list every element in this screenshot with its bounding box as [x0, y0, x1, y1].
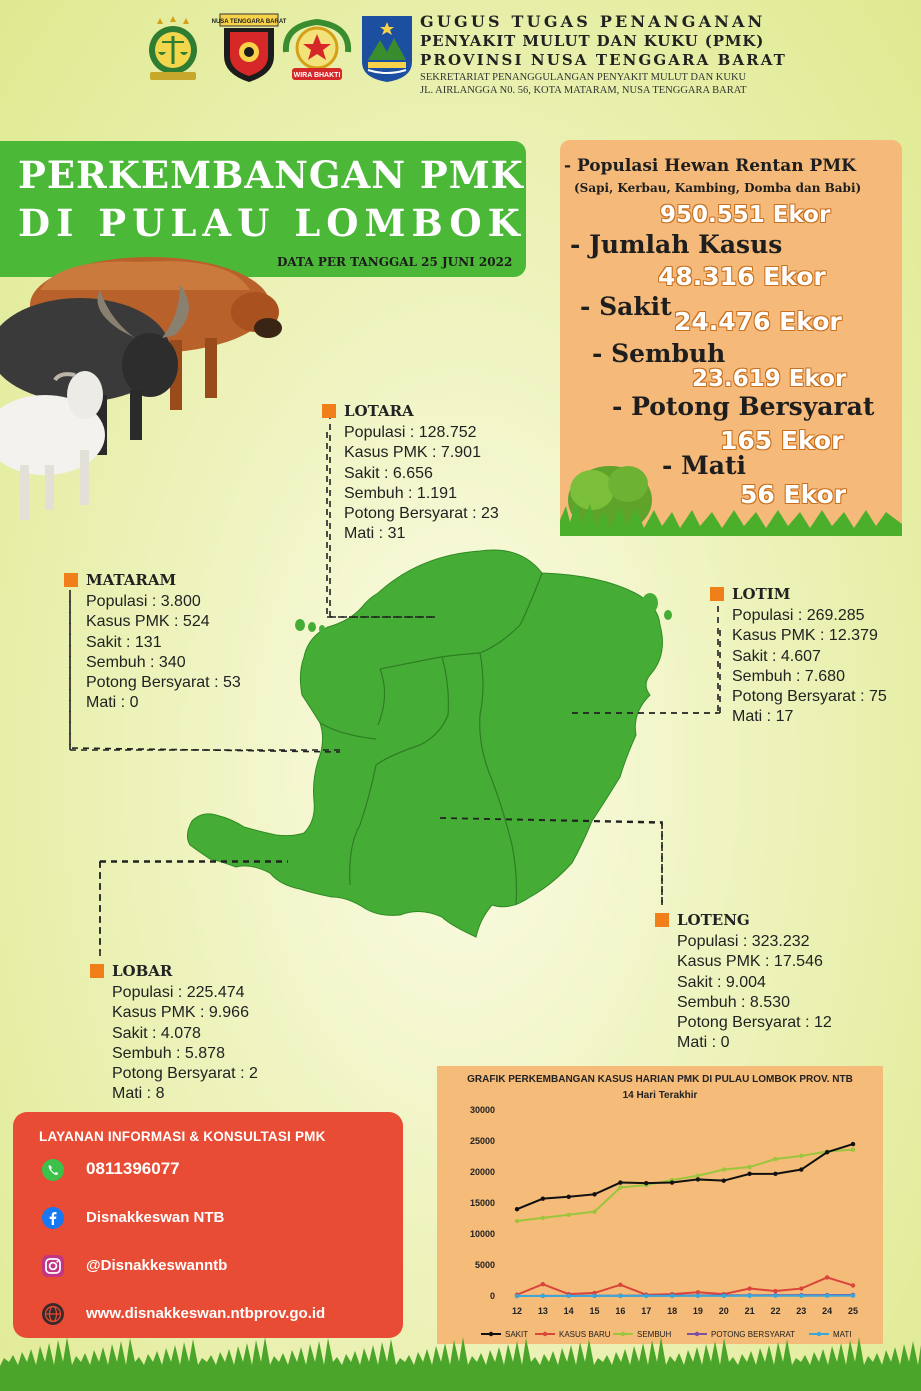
data-point	[618, 1294, 622, 1298]
populasi: Populasi : 323.232	[677, 933, 810, 950]
page-title-line1: PERKEMBANGAN PMK	[18, 153, 524, 197]
logo-text-ntb: NUSA TENGGARA BARAT	[211, 19, 287, 25]
region-marker	[322, 404, 336, 418]
x-tick-label: 21	[744, 1306, 755, 1316]
data-point	[592, 1209, 596, 1213]
data-point	[696, 1294, 700, 1298]
y-tick-label: 25000	[469, 1136, 495, 1146]
region-marker	[710, 587, 724, 601]
data-point	[644, 1294, 648, 1298]
populasi: Populasi : 269.285	[732, 607, 865, 624]
sakit: Sakit : 4.078	[112, 1024, 201, 1042]
sembuh: Sembuh : 7.680	[732, 667, 845, 685]
x-tick-label: 25	[847, 1306, 859, 1316]
x-tick-label: 13	[537, 1306, 548, 1316]
whatsapp-icon	[41, 1158, 65, 1182]
data-point	[670, 1180, 674, 1184]
series-line-sakit	[517, 1144, 853, 1209]
data-point	[722, 1178, 726, 1182]
region-name: LOTARA	[344, 402, 414, 420]
org-title-line2: PENYAKIT MULUT DAN KUKU (PMK)	[420, 32, 765, 50]
daily-cases-chart	[437, 1066, 883, 1344]
x-tick-label: 15	[589, 1306, 600, 1316]
y-tick-label: 0	[489, 1291, 495, 1301]
x-tick-label: 23	[796, 1306, 807, 1316]
mati-label: - Mati	[662, 451, 746, 480]
sembuh: Sembuh : 340	[86, 653, 186, 671]
kasus-pmk: Kasus PMK : 12.379	[732, 627, 878, 645]
jumlah-kasus-value: 48.316 Ekor	[658, 262, 826, 291]
instagram-icon	[41, 1254, 65, 1278]
data-point	[592, 1294, 596, 1298]
x-tick-label: 17	[641, 1306, 652, 1316]
x-tick-label: 12	[511, 1306, 523, 1316]
data-point	[747, 1165, 751, 1169]
data-point	[851, 1147, 855, 1151]
populasi-value: 950.551 Ekor	[660, 202, 831, 228]
jumlah-kasus-label: - Jumlah Kasus	[570, 230, 783, 259]
mati: Mati : 0	[677, 1034, 730, 1052]
data-point	[773, 1294, 777, 1298]
region-marker	[655, 913, 669, 927]
region-marker	[64, 573, 78, 587]
kasus-pmk: Kasus PMK : 9.966	[112, 1004, 249, 1022]
data-point	[851, 1142, 855, 1146]
y-tick-label: 5000	[474, 1260, 495, 1270]
org-address: JL. AIRLANGGA N0. 56, KOTA MATARAM, NUSA TENGGARA BARAT	[420, 85, 747, 96]
x-tick-label: 24	[822, 1306, 833, 1316]
page-title-line2: DI PULAU LOMBOK	[18, 201, 526, 245]
data-point	[515, 1219, 519, 1223]
legend-label: SAKIT	[505, 1330, 529, 1339]
sembuh-value: 23.619 Ekor	[692, 366, 847, 392]
data-point	[825, 1293, 829, 1297]
potong-bersyarat: Potong Bersyarat : 12	[677, 1014, 832, 1032]
data-point	[851, 1283, 855, 1287]
x-tick-label: 18	[667, 1306, 678, 1316]
region-name: LOTIM	[732, 585, 791, 603]
facebook-handle[interactable]: Disnakkeswan NTB	[86, 1209, 225, 1226]
region-name: MATARAM	[86, 571, 177, 589]
populasi-sublabel: (Sapi, Kerbau, Kambing, Domba dan Babi)	[574, 181, 862, 195]
data-point	[799, 1167, 803, 1171]
sembuh: Sembuh : 8.530	[677, 993, 790, 1011]
sembuh: Sembuh : 5.878	[112, 1044, 225, 1062]
contact-box	[13, 1112, 403, 1338]
chart-subtitle: 14 Hari Terakhir	[622, 1090, 698, 1101]
sembuh-label: - Sembuh	[592, 339, 726, 368]
legend-label: MATI	[833, 1330, 852, 1339]
data-point	[773, 1172, 777, 1176]
data-point	[541, 1196, 545, 1200]
potong-bersyarat-label: - Potong Bersyarat	[612, 392, 875, 421]
data-point	[541, 1294, 545, 1298]
x-tick-label: 19	[692, 1306, 703, 1316]
data-point	[825, 1150, 829, 1154]
mati: Mati : 0	[86, 694, 139, 712]
populasi-label: - Populasi Hewan Rentan PMK	[564, 156, 856, 176]
sakit-value: 24.476 Ekor	[674, 307, 842, 336]
data-point	[825, 1275, 829, 1279]
instagram-handle[interactable]: @Disnakkeswanntb	[86, 1257, 228, 1274]
series-line-sembuh	[517, 1150, 853, 1221]
data-point	[566, 1213, 570, 1217]
data-point	[799, 1286, 803, 1290]
data-point	[541, 1216, 545, 1220]
kasus-pmk: Kasus PMK : 524	[86, 613, 210, 631]
grass-footer	[0, 1336, 921, 1391]
region-name: LOBAR	[112, 962, 173, 980]
data-point	[722, 1294, 726, 1298]
phone-number[interactable]: 0811396077	[86, 1159, 180, 1178]
data-point	[644, 1181, 648, 1185]
legend-label: SEMBUH	[637, 1330, 672, 1339]
org-title-line3: PROVINSI NUSA TENGGARA BARAT	[420, 51, 787, 69]
y-tick-label: 30000	[469, 1105, 495, 1115]
x-tick-label: 16	[615, 1306, 626, 1316]
sakit: Sakit : 131	[86, 633, 162, 651]
data-point	[541, 1282, 545, 1286]
kasus-pmk: Kasus PMK : 7.901	[344, 444, 481, 462]
legend-label: POTONG BERSYARAT	[711, 1330, 796, 1339]
data-point	[799, 1294, 803, 1298]
website-url[interactable]: www.disnakkeswan.ntbprov.go.id	[86, 1305, 326, 1322]
data-point	[618, 1185, 622, 1189]
series-line-kasus-baru	[517, 1277, 853, 1294]
potong-bersyarat: Potong Bersyarat : 23	[344, 505, 499, 523]
y-tick-label: 15000	[469, 1198, 495, 1208]
data-point	[773, 1157, 777, 1161]
facebook-icon	[41, 1206, 65, 1230]
x-tick-label: 20	[718, 1306, 729, 1316]
sakit: Sakit : 9.004	[677, 973, 766, 991]
sakit: Sakit : 6.656	[344, 464, 433, 482]
data-point	[747, 1172, 751, 1176]
org-title-line1: GUGUS TUGAS PENANGANAN	[420, 12, 766, 31]
data-point	[799, 1154, 803, 1158]
data-point	[566, 1195, 570, 1199]
data-point	[747, 1286, 751, 1290]
data-point	[515, 1294, 519, 1298]
chart-plot	[437, 1066, 883, 1344]
potong-bersyarat-value: 165 Ekor	[720, 426, 844, 455]
populasi: Populasi : 3.800	[86, 593, 201, 610]
x-tick-label: 22	[770, 1306, 781, 1316]
region-marker	[90, 964, 104, 978]
sakit: Sakit : 4.607	[732, 647, 821, 665]
populasi: Populasi : 225.474	[112, 984, 245, 1001]
legend-label: KASUS BARU	[559, 1330, 611, 1339]
data-date: DATA PER TANGGAL 25 JUNI 2022	[277, 255, 513, 269]
data-point	[618, 1180, 622, 1184]
globe-icon	[41, 1302, 65, 1326]
data-point	[747, 1294, 751, 1298]
org-subtitle-line1: SEKRETARIAT PENANGGULANGAN PENYAKIT MULUT DAN KUKU	[420, 72, 747, 83]
kasus-pmk: Kasus PMK : 17.546	[677, 953, 823, 971]
potong-bersyarat: Potong Bersyarat : 2	[112, 1065, 258, 1083]
region-name: LOTENG	[677, 911, 750, 929]
data-point	[696, 1177, 700, 1181]
y-tick-label: 10000	[469, 1229, 495, 1239]
mati: Mati : 17	[732, 708, 794, 726]
potong-bersyarat: Potong Bersyarat : 75	[732, 688, 887, 706]
data-point	[618, 1283, 622, 1287]
potong-bersyarat: Potong Bersyarat : 53	[86, 674, 241, 692]
logo-text-wira-bhakti: WIRA BHAKTI	[293, 72, 341, 79]
chart-title: GRAFIK PERKEMBANGAN KASUS HARIAN PMK DI PULAU LOMBOK PROV. NTB	[467, 1074, 853, 1085]
mati: Mati : 8	[112, 1085, 165, 1103]
data-point	[851, 1293, 855, 1297]
populasi: Populasi : 128.752	[344, 424, 477, 441]
mati: Mati : 31	[344, 525, 406, 543]
data-point	[566, 1294, 570, 1298]
data-point	[773, 1289, 777, 1293]
data-point	[722, 1167, 726, 1171]
x-tick-label: 14	[563, 1306, 574, 1316]
sembuh: Sembuh : 1.191	[344, 484, 457, 502]
contact-heading: LAYANAN INFORMASI & KONSULTASI PMK	[39, 1129, 326, 1144]
mati-value: 56 Ekor	[740, 480, 847, 509]
y-tick-label: 20000	[469, 1167, 495, 1177]
data-point	[670, 1294, 674, 1298]
data-point	[515, 1207, 519, 1211]
data-point	[592, 1192, 596, 1196]
sakit-label: - Sakit	[580, 292, 672, 321]
